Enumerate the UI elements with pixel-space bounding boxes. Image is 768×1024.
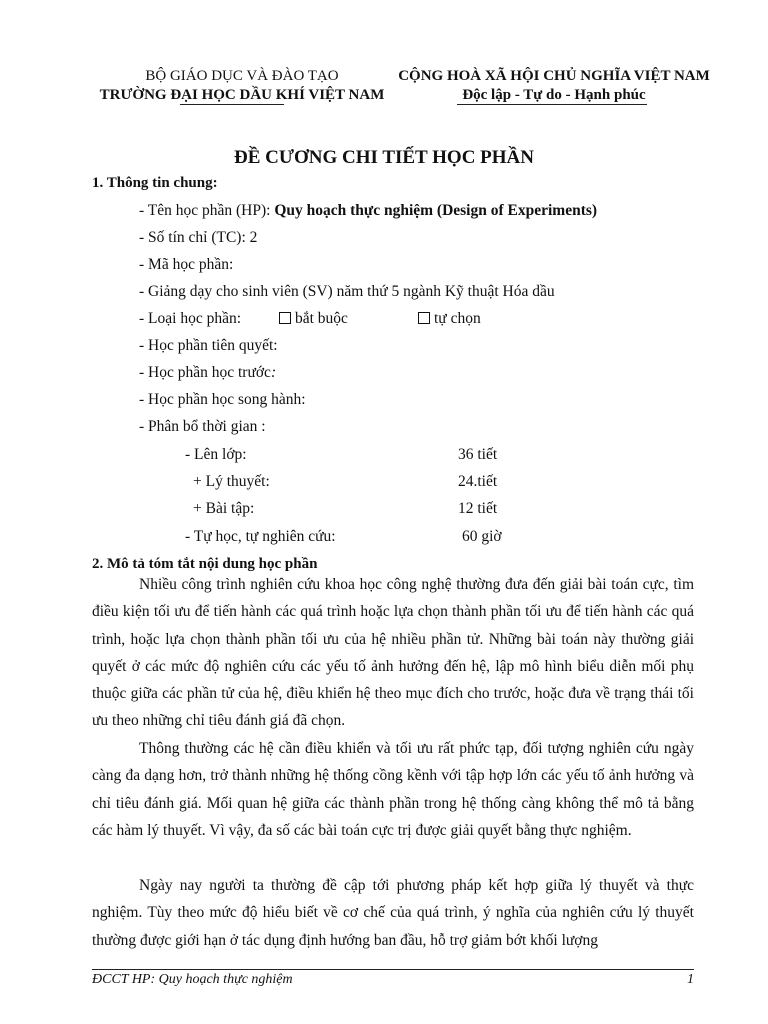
theory-hours-label: + Lý thuyết: xyxy=(193,473,270,490)
time-allocation-line: - Phân bổ thời gian : xyxy=(139,418,266,435)
paragraph-3: Ngày nay người ta thường đề cập tới phương pháp kết hợp giữa lý thuyết và thực nghiệm. Tùy theo mức độ hiểu biết về cơ chế của quá trình, ý nghĩa của nghiên cứu lý thuyết thường được giới hạn ở tác dụng định hướng ban đầu, hỗ trợ giảm bớt khối lượng xyxy=(92,877,694,949)
previous-course-label: - Học phần học trước xyxy=(139,364,271,381)
previous-course-colon: : xyxy=(270,364,277,381)
required-option xyxy=(279,310,348,328)
motto-underline xyxy=(457,104,647,105)
course-type-line xyxy=(139,310,481,328)
course-name-line xyxy=(139,202,597,220)
course-code-line: - Mã học phần: xyxy=(139,256,234,273)
paragraph-1: Nhiều công trình nghiên cứu khoa học công nghệ thường đưa đến giải bài toán cực, tìm điều kiện tối ưu để tiến hành các quá trình hoặc lựa chọn thành phần tối ưu để tiến hành các quá trình, hoặc lựa chọn thành phần tối ưu của hệ nhiều phần tử. Những bài toán này thường giải quyết ở các mức độ nghiên cứu các yếu tố ảnh hưởng đến hệ, lập mô hình biểu diễn mối phụ thuộc giữa các phần tử của hệ, điều khiển hệ theo mục đích cho trước, hoặc đưa về trạng thái tối ưu theo những chỉ tiêu đánh giá đã chọn. xyxy=(92,576,694,730)
ministry-header xyxy=(92,67,392,105)
class-hours-value: 36 tiết xyxy=(458,446,498,463)
page-footer xyxy=(92,972,694,988)
nation-motto: Độc lập - Tự do - Hạnh phúc xyxy=(462,87,646,103)
ministry-name: BỘ GIÁO DỤC VÀ ĐÀO TẠO xyxy=(145,68,339,84)
nation-header xyxy=(396,67,712,105)
page-number: 1 xyxy=(687,972,694,987)
footer-text: ĐCCT HP: Quy hoạch thực nghiệm xyxy=(92,972,293,987)
previous-course-line xyxy=(139,364,276,382)
course-name-value: Quy hoạch thực nghiệm (Design of Experiments) xyxy=(274,202,598,219)
course-type-label: - Loại học phần: xyxy=(139,310,242,327)
elective-label: tự chọn xyxy=(434,310,481,327)
self-study-label: - Tự học, tự nghiên cứu: xyxy=(185,528,336,545)
credits-line: - Số tín chỉ (TC): 2 xyxy=(139,229,258,246)
exercise-hours-value: 12 tiết xyxy=(458,500,498,517)
paragraph-2: Thông thường các hệ cần điều khiển và tối ưu rất phức tạp, đối tượng nghiên cứu ngày càng đa dạng hơn, trở thành những hệ thống cồng kềnh với tập hợp lớn các yếu tố ảnh hưởng và chỉ tiêu đánh giá. Mối quan hệ giữa các thành phần trong hệ thống càng không thể mô tả bằng các hàm lý thuyết. Vì vậy, đa số các bài toán cực trị được giải quyết bằng thực nghiệm. xyxy=(92,740,694,839)
audience-line: - Giảng dạy cho sinh viên (SV) năm thứ 5 ngành Kỹ thuật Hóa dầu xyxy=(139,283,555,300)
course-name-label: - Tên học phần (HP): xyxy=(139,202,275,219)
theory-hours-value: 24.tiết xyxy=(458,473,498,490)
document-title: ĐỀ CƯƠNG CHI TIẾT HỌC PHẦN xyxy=(234,147,534,168)
parallel-course-line: - Học phần học song hành: xyxy=(139,391,306,408)
class-hours-label: - Lên lớp: xyxy=(185,446,247,463)
exercise-hours-label: + Bài tập: xyxy=(193,500,255,517)
checkbox-icon xyxy=(418,312,430,324)
university-underline xyxy=(180,104,284,105)
prerequisite-line: - Học phần tiên quyết: xyxy=(139,337,278,354)
section-2-heading: 2. Mô tả tóm tắt nội dung học phần xyxy=(92,556,318,572)
checkbox-icon xyxy=(279,312,291,324)
section-1-heading: 1. Thông tin chung: xyxy=(92,175,218,191)
university-name: TRƯỜNG ĐẠI HỌC DẦU KHÍ VIỆT NAM xyxy=(99,87,385,103)
elective-option xyxy=(418,310,481,328)
self-study-value: 60 giờ xyxy=(462,528,502,545)
required-label: bắt buộc xyxy=(295,310,348,327)
footer-divider xyxy=(92,969,694,970)
nation-name: CỘNG HOÀ XÃ HỘI CHỦ NGHĨA VIỆT NAM xyxy=(398,68,710,84)
